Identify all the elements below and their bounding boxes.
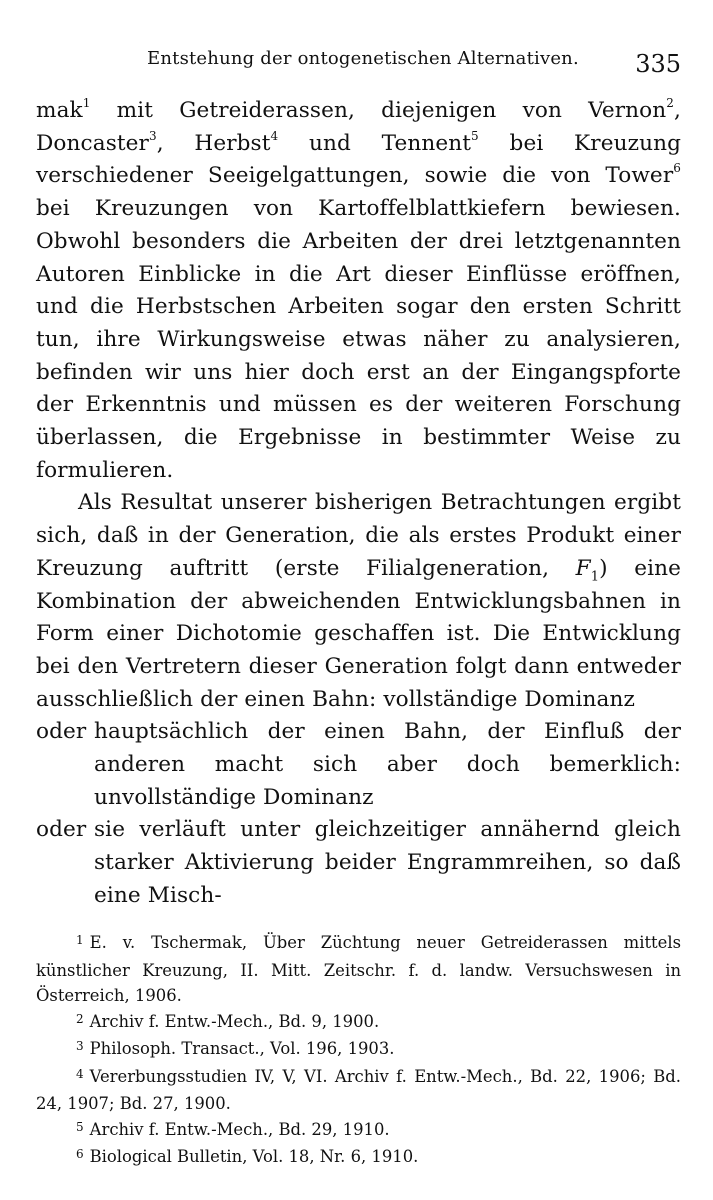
footnote-1 [36,930,681,1009]
paragraph-1 [36,95,681,487]
alternative-text: sie verläuft unter gleichzeitiger annähernd gleich starker Aktivierung beider Engrammreihen, so daß eine Misch- [94,817,681,908]
footnote-ref-6: 6 [673,161,681,176]
footnote-number: 2 [76,1011,84,1026]
footnote-text: E. v. Tschermak, Über Züchtung neuer Getreiderassen mittels künstlicher Kreuzung, II. Mitt. Zeitschr. f. d. landw. Versuchswesen in Österreich, 1906. [36,933,681,1005]
paragraph-1-text: bei Kreuzungen von Kartoffelblattkiefern bewiesen. Obwohl besonders die Arbeiten der drei letztgenannten Autoren Einblicke in die Art dieser Einflüsse eröffnen, und die Herbstschen Arbeiten sogar den ersten Schritt tun, ihre Wirkungsweise etwas näher zu analysieren, befinden wir uns hier doch erst an der Eingangspforte der Erkenntnis und müssen es der weiteren Forschung überlassen, die Ergebnisse in bestimmter Weise zu formulieren. [36,196,681,483]
footnote-text: Archiv f. Entw.-Mech., Bd. 9, 1900. [89,1011,380,1031]
math-subscript: 1 [590,569,600,585]
footnote-2 [36,1009,681,1037]
body-text [36,95,681,913]
alternative-lead: oder [36,719,87,745]
paragraph-1-text: bei Kreuzung verschiedener Seeigelgattungen, sowie die von Tower [36,130,682,189]
footnote-ref-1: 1 [82,95,91,110]
alternative-1 [36,716,681,814]
footnote-ref-4: 4 [270,128,279,143]
footnote-ref-3: 3 [148,128,157,143]
paragraph-1-text: , Doncaster [36,98,681,156]
footnote-ref-2: 2 [666,95,675,110]
alternative-lead: oder [36,817,87,843]
alternative-2 [36,814,681,912]
footnotes [36,930,681,1172]
footnote-3 [36,1036,681,1064]
footnote-text: Vererbungsstudien IV, V, VI. Archiv f. Entw.-Mech., Bd. 22, 1906; Bd. 24, 1907; Bd. 27, 1900. [36,1066,681,1113]
footnote-4 [36,1064,681,1117]
paragraph-2-text: ) eine Kombination der abweichenden Entwicklungsbahnen in Form einer Dichotomie geschaffen ist. Die Entwicklung bei den Vertretern dieser Generation folgt dann entweder ausschließlich der einen Bahn: vollständige Dominanz [36,555,681,712]
footnote-ref-5: 5 [471,128,479,143]
footnote-number: 5 [76,1119,84,1134]
paragraph-2 [36,487,681,716]
paragraph-1-text: , Herbst [156,130,271,156]
paragraph-1-text: mit Getreiderassen, diejenigen von Vernon [90,98,667,123]
paragraph-1-text: mak [36,98,83,123]
paragraph-1-text: und Tennent [278,130,472,156]
paragraph-2-text: Als Resultat unserer bisherigen Betrachtungen ergibt sich, daß in der Generation, die als erstes Produkt einer Kreuzung auftritt (erste Filialgeneration, [36,490,681,581]
page-number: 335 [635,50,681,78]
footnote-number: 6 [76,1147,84,1161]
footnote-number: 4 [76,1066,84,1081]
footnote-text: Philosoph. Transact., Vol. 196, 1903. [89,1039,395,1058]
footnote-text: Biological Bulletin, Vol. 18, Nr. 6, 1910. [89,1147,419,1166]
footnote-5 [36,1117,681,1145]
footnote-6 [36,1144,681,1172]
alternative-text: hauptsächlich der einen Bahn, der Einfluß der anderen macht sich aber doch bemerklich: unvollständige Dominanz [94,719,681,810]
footnote-number: 3 [76,1039,84,1053]
math-variable: F [575,555,591,581]
running-title: Entstehung der ontogenetischen Alternativen. [147,48,579,69]
footnote-text: Archiv f. Entw.-Mech., Bd. 29, 1910. [89,1119,390,1139]
footnote-number: 1 [76,933,84,947]
page-header [0,44,713,84]
